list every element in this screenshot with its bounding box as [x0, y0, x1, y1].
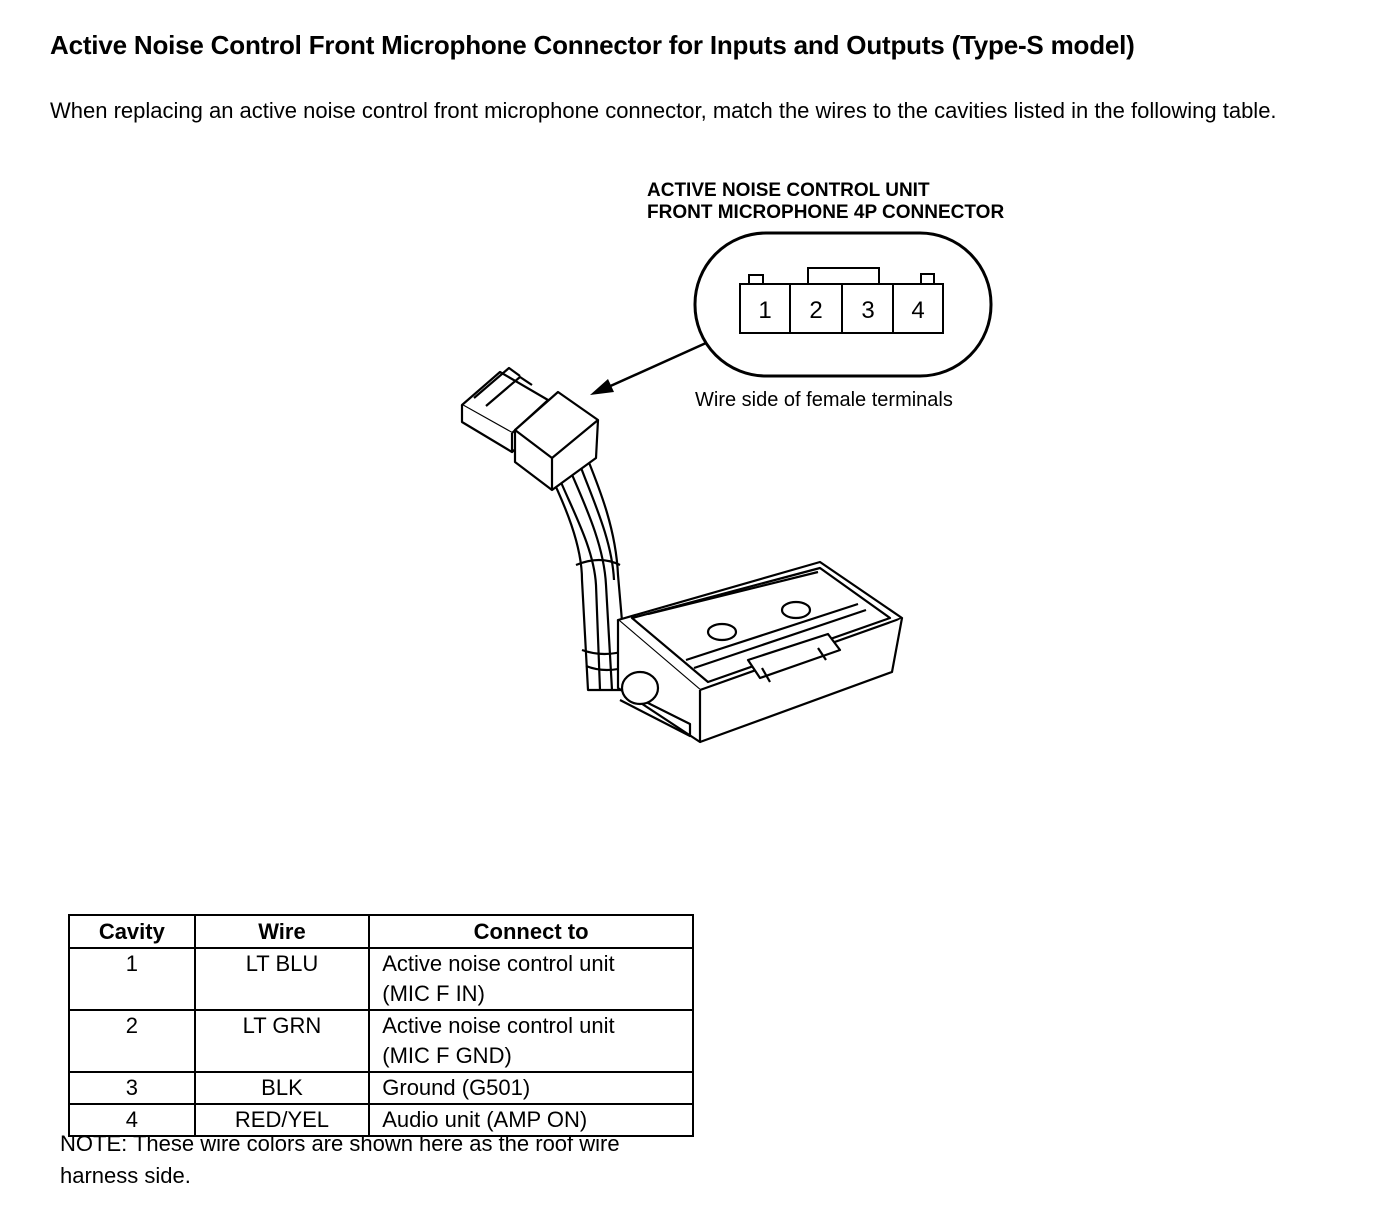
pin-label-1: 1 — [758, 297, 772, 324]
wire-cell: LT GRN — [195, 1010, 370, 1072]
header-cavity: Cavity — [69, 915, 195, 948]
page-title: Active Noise Control Front Microphone Connector for Inputs and Outputs (Type-S model) — [50, 30, 1135, 60]
table-row — [69, 1072, 693, 1104]
header-connect-to: Connect to — [369, 915, 693, 948]
wire-cell: BLK — [195, 1072, 370, 1104]
wire-cell: LT BLU — [195, 948, 370, 1010]
connect-to-cell: Audio unit (AMP ON) — [369, 1104, 693, 1136]
cavity-cell: 3 — [69, 1072, 195, 1104]
connector-lock-left — [749, 275, 763, 284]
plug-connector — [462, 368, 598, 490]
wire-cell: RED/YEL — [195, 1104, 370, 1136]
connector-lock-right — [921, 274, 934, 284]
cavity-cell: 4 — [69, 1104, 195, 1136]
connector-caption: Wire side of female terminals — [695, 389, 953, 411]
microphone-housing — [618, 562, 902, 742]
connect-to-line-2: (MIC F IN) — [382, 981, 485, 1006]
connect-to-line-2: (MIC F GND) — [382, 1043, 512, 1068]
header-wire: Wire — [195, 915, 370, 948]
connector-callout — [590, 233, 991, 395]
connect-to-line-1: Active noise control unit — [382, 1013, 615, 1038]
pin-label-3: 3 — [861, 297, 875, 324]
connect-to-cell — [369, 948, 693, 1010]
pointer-arrow — [590, 343, 706, 395]
wire-bundle — [548, 460, 628, 690]
cavity-cell: 2 — [69, 1010, 195, 1072]
table-row — [69, 948, 693, 1010]
connector-title-line-1: ACTIVE NOISE CONTROL UNIT — [647, 180, 930, 201]
pin-label-2: 2 — [809, 297, 823, 324]
microphone-illustration — [462, 368, 902, 742]
connect-to-line-1: Active noise control unit — [382, 951, 615, 976]
table-row — [69, 1010, 693, 1072]
connect-to-cell: Ground (G501) — [369, 1072, 693, 1104]
intro-paragraph: When replacing an active noise control front microphone connector, match the wires to the cavities listed in the following table. — [50, 98, 1277, 123]
table-header-row — [69, 915, 693, 948]
connector-title-line-2: FRONT MICROPHONE 4P CONNECTOR — [647, 202, 1005, 223]
connector-latch-top — [808, 268, 879, 284]
note: NOTE: These wire colors are shown here as the roof wire harness side. — [60, 1131, 620, 1188]
wire-table — [68, 914, 694, 1137]
connect-to-cell — [369, 1010, 693, 1072]
cavity-cell: 1 — [69, 948, 195, 1010]
pin-label-4: 4 — [911, 297, 925, 324]
